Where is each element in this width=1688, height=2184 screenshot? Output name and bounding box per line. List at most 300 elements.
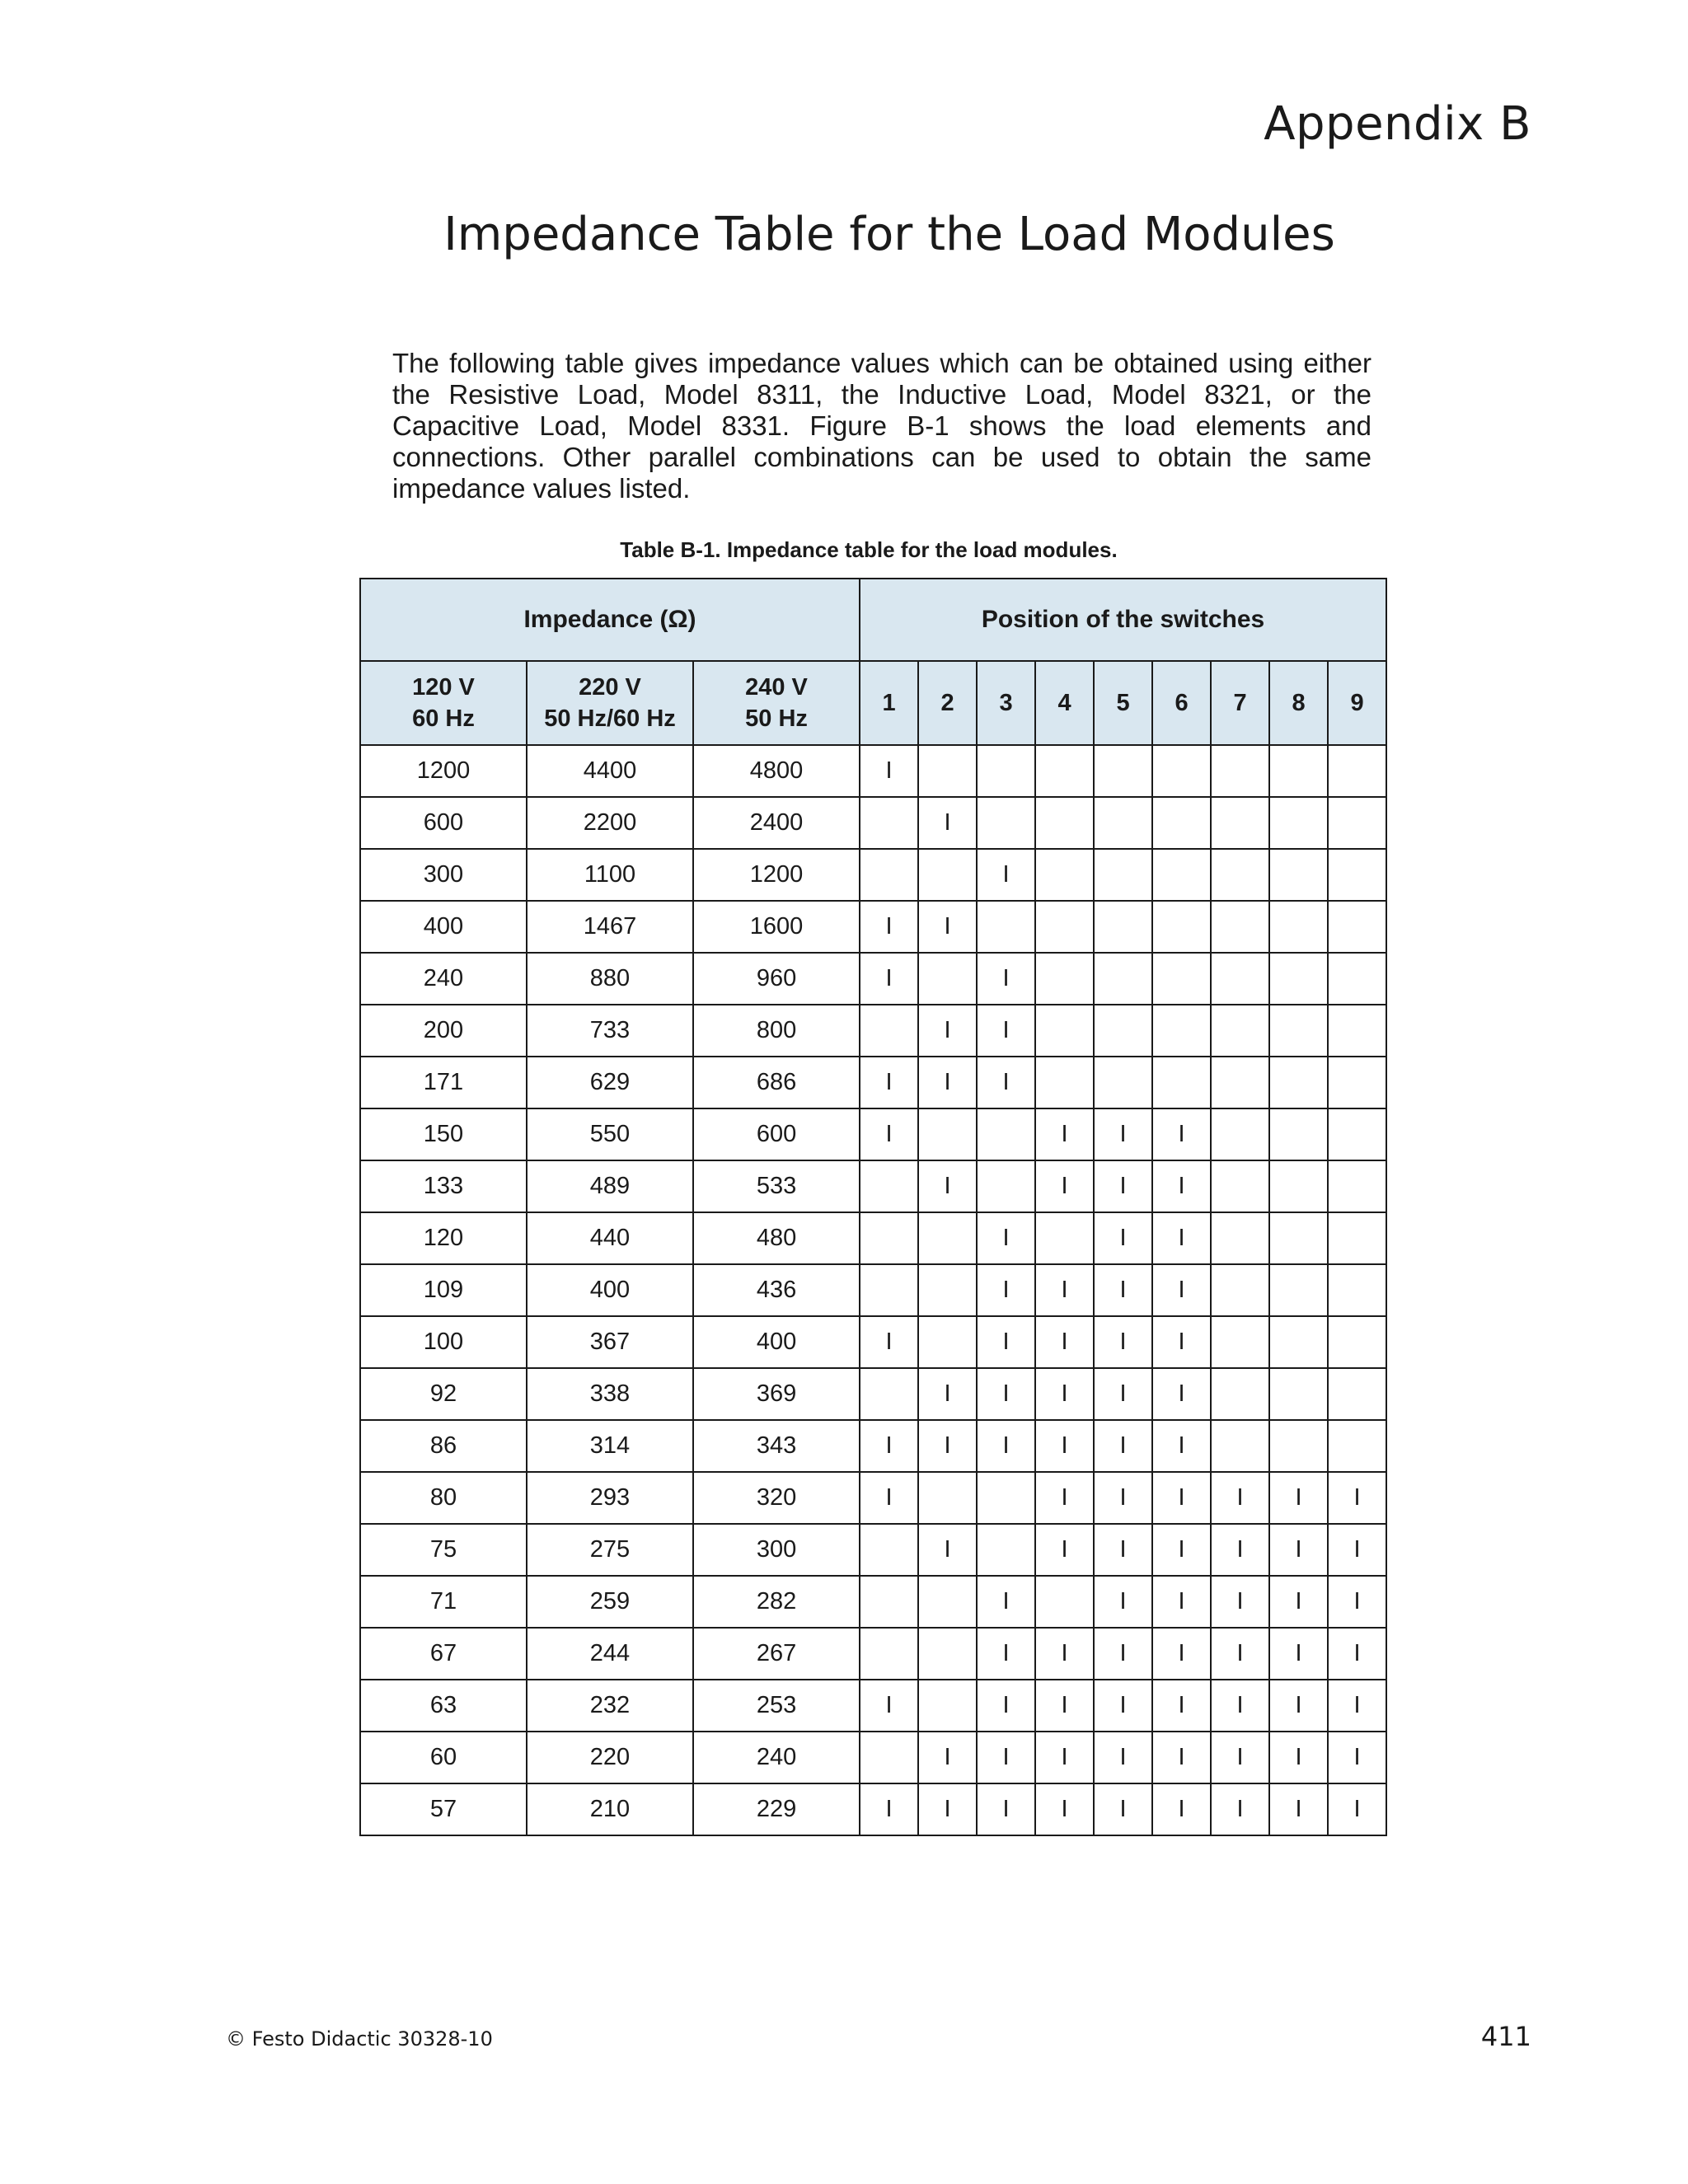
switch-7-cell: I xyxy=(1211,1732,1269,1783)
impedance-240v-cell: 369 xyxy=(693,1368,860,1420)
switch-7-cell xyxy=(1211,1212,1269,1264)
switch-2-cell: I xyxy=(918,1524,977,1576)
impedance-240v-cell: 400 xyxy=(693,1316,860,1368)
impedance-120v-cell: 71 xyxy=(360,1576,527,1628)
switch-9-cell xyxy=(1328,797,1386,849)
switch-2-cell xyxy=(918,1316,977,1368)
switch-4-cell: I xyxy=(1035,1420,1094,1472)
frequency-label: 50 Hz/60 Hz xyxy=(544,705,676,732)
switch-1-cell xyxy=(860,1732,918,1783)
switch-6-cell xyxy=(1152,953,1211,1005)
switch-9-cell xyxy=(1328,745,1386,797)
switch-9-cell: I xyxy=(1328,1576,1386,1628)
switch-3-cell: I xyxy=(977,1420,1035,1472)
switch-4-cell: I xyxy=(1035,1316,1094,1368)
switch-8-cell xyxy=(1269,1316,1328,1368)
impedance-240v-cell: 282 xyxy=(693,1576,860,1628)
switch-8-cell xyxy=(1269,745,1328,797)
impedance-220v-cell: 220 xyxy=(527,1732,693,1783)
switch-4-cell: I xyxy=(1035,1524,1094,1576)
switch-6-cell: I xyxy=(1152,1264,1211,1316)
switch-1-cell xyxy=(860,797,918,849)
switch-8-cell: I xyxy=(1269,1628,1328,1680)
impedance-240v-cell: 600 xyxy=(693,1108,860,1160)
switch-1-cell xyxy=(860,1212,918,1264)
switch-8-cell: I xyxy=(1269,1576,1328,1628)
voltage-label: 240 V xyxy=(745,674,808,701)
switch-3-cell: I xyxy=(977,1368,1035,1420)
switch-2-cell: I xyxy=(918,1732,977,1783)
switch-8-cell: I xyxy=(1269,1783,1328,1835)
switch-1-cell xyxy=(860,1005,918,1057)
switch-3-cell: I xyxy=(977,1057,1035,1108)
switch-3-cell: I xyxy=(977,1680,1035,1732)
impedance-240v-cell: 4800 xyxy=(693,745,860,797)
switch-9-cell: I xyxy=(1328,1524,1386,1576)
table-row xyxy=(360,745,1386,797)
switch-6-cell: I xyxy=(1152,1576,1211,1628)
switch-5-cell: I xyxy=(1094,1732,1152,1783)
switch-1-cell: I xyxy=(860,1316,918,1368)
impedance-240v-cell: 686 xyxy=(693,1057,860,1108)
switch-5-cell xyxy=(1094,1057,1152,1108)
switch-2-cell: I xyxy=(918,1057,977,1108)
switch-2-cell: I xyxy=(918,901,977,953)
switch-8-cell xyxy=(1269,1108,1328,1160)
switch-4-cell: I xyxy=(1035,1628,1094,1680)
switch-4-cell xyxy=(1035,1212,1094,1264)
switch-8-cell xyxy=(1269,901,1328,953)
switch-2-cell xyxy=(918,1264,977,1316)
switch-header-6: 6 xyxy=(1152,661,1211,745)
switch-9-cell xyxy=(1328,1316,1386,1368)
switch-4-cell xyxy=(1035,1057,1094,1108)
switch-2-cell xyxy=(918,1628,977,1680)
switch-7-cell: I xyxy=(1211,1524,1269,1576)
switch-6-cell: I xyxy=(1152,1472,1211,1524)
impedance-220v-cell: 2200 xyxy=(527,797,693,849)
switch-1-cell: I xyxy=(860,1783,918,1835)
switch-6-cell: I xyxy=(1152,1316,1211,1368)
switch-8-cell: I xyxy=(1269,1680,1328,1732)
impedance-220v-cell: 733 xyxy=(527,1005,693,1057)
impedance-group-header: Impedance (Ω) xyxy=(360,579,860,661)
impedance-120v-cell: 63 xyxy=(360,1680,527,1732)
impedance-220v-cell: 314 xyxy=(527,1420,693,1472)
switch-6-cell: I xyxy=(1152,1108,1211,1160)
switch-1-cell xyxy=(860,1368,918,1420)
switch-1-cell: I xyxy=(860,1472,918,1524)
switch-1-cell xyxy=(860,1576,918,1628)
frequency-label: 60 Hz xyxy=(412,705,475,732)
switch-7-cell: I xyxy=(1211,1628,1269,1680)
impedance-120v-cell: 100 xyxy=(360,1316,527,1368)
table-caption: Table B-1. Impedance table for the load modules. xyxy=(620,537,1118,562)
table-row xyxy=(360,1524,1386,1576)
switch-3-cell: I xyxy=(977,1732,1035,1783)
switch-1-cell: I xyxy=(860,901,918,953)
impedance-220v-cell: 400 xyxy=(527,1264,693,1316)
voltage-label: 220 V xyxy=(579,674,641,701)
table-row xyxy=(360,1368,1386,1420)
switch-header-4: 4 xyxy=(1035,661,1094,745)
switch-3-cell xyxy=(977,1160,1035,1212)
switch-1-cell: I xyxy=(860,953,918,1005)
impedance-220v-cell: 1100 xyxy=(527,849,693,901)
switch-6-cell: I xyxy=(1152,1420,1211,1472)
switch-7-cell xyxy=(1211,1160,1269,1212)
impedance-240v-cell: 229 xyxy=(693,1783,860,1835)
impedance-220v-cell: 880 xyxy=(527,953,693,1005)
impedance-120v-cell: 109 xyxy=(360,1264,527,1316)
switch-3-cell xyxy=(977,1524,1035,1576)
intro-paragraph: The following table gives impedance values which can be obtained using either the Resistive Load, Model 8311, the Inductive Load, Model 8321, or the Capacitive Load, Model 8331. Figure B-1 shows the load elements and connections. Other parallel combinations can be used to obtain the same impedance values listed. xyxy=(392,348,1372,504)
switch-header-3: 3 xyxy=(977,661,1035,745)
impedance-120v-cell: 300 xyxy=(360,849,527,901)
switch-7-cell xyxy=(1211,1368,1269,1420)
impedance-120v-cell: 92 xyxy=(360,1368,527,1420)
table-row xyxy=(360,849,1386,901)
table-subheader-row xyxy=(360,661,1386,745)
switch-7-cell: I xyxy=(1211,1783,1269,1835)
table-row xyxy=(360,1783,1386,1835)
impedance-220v-cell: 367 xyxy=(527,1316,693,1368)
switch-header-2: 2 xyxy=(918,661,977,745)
impedance-240v-cell: 343 xyxy=(693,1420,860,1472)
switch-1-cell: I xyxy=(860,1108,918,1160)
switch-6-cell: I xyxy=(1152,1212,1211,1264)
impedance-240v-cell: 253 xyxy=(693,1680,860,1732)
switch-5-cell xyxy=(1094,1005,1152,1057)
switch-7-cell: I xyxy=(1211,1472,1269,1524)
switch-7-cell: I xyxy=(1211,1576,1269,1628)
switch-2-cell xyxy=(918,849,977,901)
table-row xyxy=(360,1316,1386,1368)
impedance-120v-cell: 75 xyxy=(360,1524,527,1576)
frequency-label: 50 Hz xyxy=(745,705,808,732)
switch-9-cell xyxy=(1328,1160,1386,1212)
switch-3-cell xyxy=(977,745,1035,797)
switch-5-cell: I xyxy=(1094,1628,1152,1680)
switch-2-cell: I xyxy=(918,1160,977,1212)
switch-8-cell xyxy=(1269,1160,1328,1212)
switch-header-5: 5 xyxy=(1094,661,1152,745)
switch-3-cell: I xyxy=(977,1316,1035,1368)
impedance-120v-cell: 150 xyxy=(360,1108,527,1160)
switch-9-cell xyxy=(1328,849,1386,901)
switch-4-cell xyxy=(1035,745,1094,797)
switch-1-cell: I xyxy=(860,745,918,797)
table-row xyxy=(360,1576,1386,1628)
table-row xyxy=(360,1212,1386,1264)
switch-8-cell: I xyxy=(1269,1732,1328,1783)
switch-9-cell: I xyxy=(1328,1732,1386,1783)
impedance-240v-cell: 960 xyxy=(693,953,860,1005)
voltage-label: 120 V xyxy=(412,674,475,701)
switch-1-cell xyxy=(860,849,918,901)
switch-4-cell xyxy=(1035,953,1094,1005)
impedance-220v-cell: 338 xyxy=(527,1368,693,1420)
switch-6-cell xyxy=(1152,797,1211,849)
impedance-120v-cell: 120 xyxy=(360,1212,527,1264)
impedance-240v-cell: 2400 xyxy=(693,797,860,849)
table-row xyxy=(360,1005,1386,1057)
table-row xyxy=(360,953,1386,1005)
switch-7-cell xyxy=(1211,1057,1269,1108)
switch-8-cell: I xyxy=(1269,1472,1328,1524)
impedance-120v-cell: 80 xyxy=(360,1472,527,1524)
switch-1-cell xyxy=(860,1160,918,1212)
switch-2-cell: I xyxy=(918,1005,977,1057)
impedance-240v-cell: 300 xyxy=(693,1524,860,1576)
switch-2-cell: I xyxy=(918,1368,977,1420)
impedance-120v-cell: 133 xyxy=(360,1160,527,1212)
impedance-220v-cell: 489 xyxy=(527,1160,693,1212)
switch-3-cell: I xyxy=(977,1264,1035,1316)
switch-4-cell: I xyxy=(1035,1680,1094,1732)
switch-6-cell xyxy=(1152,745,1211,797)
switch-8-cell xyxy=(1269,1005,1328,1057)
table-row xyxy=(360,1732,1386,1783)
impedance-240v-cell: 1200 xyxy=(693,849,860,901)
switch-5-cell xyxy=(1094,953,1152,1005)
voltage-header-220 xyxy=(527,661,693,745)
impedance-120v-cell: 57 xyxy=(360,1783,527,1835)
impedance-220v-cell: 4400 xyxy=(527,745,693,797)
table-row xyxy=(360,1628,1386,1680)
switch-5-cell: I xyxy=(1094,1212,1152,1264)
impedance-240v-cell: 240 xyxy=(693,1732,860,1783)
switch-5-cell: I xyxy=(1094,1576,1152,1628)
switch-3-cell xyxy=(977,1108,1035,1160)
switch-9-cell: I xyxy=(1328,1628,1386,1680)
switch-6-cell xyxy=(1152,1005,1211,1057)
switch-2-cell xyxy=(918,1576,977,1628)
switch-3-cell xyxy=(977,1472,1035,1524)
switch-8-cell xyxy=(1269,1264,1328,1316)
switch-3-cell: I xyxy=(977,953,1035,1005)
switch-5-cell: I xyxy=(1094,1160,1152,1212)
switch-2-cell xyxy=(918,953,977,1005)
switch-7-cell xyxy=(1211,1005,1269,1057)
switch-4-cell: I xyxy=(1035,1368,1094,1420)
voltage-header-120 xyxy=(360,661,527,745)
table-row xyxy=(360,1057,1386,1108)
switch-8-cell: I xyxy=(1269,1524,1328,1576)
switch-header-7: 7 xyxy=(1211,661,1269,745)
switch-9-cell xyxy=(1328,953,1386,1005)
table-row xyxy=(360,1420,1386,1472)
switch-6-cell xyxy=(1152,901,1211,953)
switch-7-cell xyxy=(1211,797,1269,849)
switch-5-cell: I xyxy=(1094,1680,1152,1732)
switch-9-cell xyxy=(1328,1368,1386,1420)
switch-9-cell xyxy=(1328,1264,1386,1316)
switch-1-cell: I xyxy=(860,1680,918,1732)
impedance-120v-cell: 1200 xyxy=(360,745,527,797)
switch-8-cell xyxy=(1269,1368,1328,1420)
switch-8-cell xyxy=(1269,1057,1328,1108)
switch-8-cell xyxy=(1269,797,1328,849)
switch-2-cell xyxy=(918,1680,977,1732)
table-row xyxy=(360,1264,1386,1316)
switch-9-cell xyxy=(1328,1005,1386,1057)
switch-4-cell: I xyxy=(1035,1732,1094,1783)
switch-5-cell: I xyxy=(1094,1783,1152,1835)
switch-2-cell xyxy=(918,1108,977,1160)
switch-1-cell xyxy=(860,1264,918,1316)
switch-header-9: 9 xyxy=(1328,661,1386,745)
switch-3-cell: I xyxy=(977,1005,1035,1057)
impedance-220v-cell: 1467 xyxy=(527,901,693,953)
switch-5-cell: I xyxy=(1094,1420,1152,1472)
switch-7-cell xyxy=(1211,849,1269,901)
switch-6-cell: I xyxy=(1152,1732,1211,1783)
switch-2-cell: I xyxy=(918,1783,977,1835)
switch-3-cell: I xyxy=(977,1783,1035,1835)
impedance-220v-cell: 210 xyxy=(527,1783,693,1835)
switch-2-cell: I xyxy=(918,797,977,849)
switch-4-cell xyxy=(1035,797,1094,849)
switch-9-cell: I xyxy=(1328,1680,1386,1732)
table-row xyxy=(360,797,1386,849)
switch-4-cell xyxy=(1035,1576,1094,1628)
switch-5-cell xyxy=(1094,797,1152,849)
switch-3-cell xyxy=(977,797,1035,849)
switch-6-cell: I xyxy=(1152,1368,1211,1420)
switch-9-cell xyxy=(1328,1212,1386,1264)
impedance-220v-cell: 275 xyxy=(527,1524,693,1576)
impedance-220v-cell: 259 xyxy=(527,1576,693,1628)
switch-7-cell xyxy=(1211,745,1269,797)
impedance-220v-cell: 232 xyxy=(527,1680,693,1732)
switch-3-cell xyxy=(977,901,1035,953)
switch-9-cell: I xyxy=(1328,1472,1386,1524)
switch-4-cell: I xyxy=(1035,1108,1094,1160)
switch-9-cell xyxy=(1328,1420,1386,1472)
page-number: 411 xyxy=(1480,2021,1531,2052)
switch-7-cell xyxy=(1211,953,1269,1005)
table-row xyxy=(360,1680,1386,1732)
switch-6-cell: I xyxy=(1152,1628,1211,1680)
switch-2-cell xyxy=(918,1472,977,1524)
switch-5-cell: I xyxy=(1094,1472,1152,1524)
impedance-220v-cell: 293 xyxy=(527,1472,693,1524)
appendix-label: Appendix B xyxy=(1264,97,1531,151)
switch-7-cell xyxy=(1211,1264,1269,1316)
switch-9-cell: I xyxy=(1328,1783,1386,1835)
switch-1-cell xyxy=(860,1628,918,1680)
impedance-120v-cell: 600 xyxy=(360,797,527,849)
switch-header-1: 1 xyxy=(860,661,918,745)
table-row xyxy=(360,1108,1386,1160)
impedance-240v-cell: 320 xyxy=(693,1472,860,1524)
switch-8-cell xyxy=(1269,1420,1328,1472)
switch-7-cell xyxy=(1211,901,1269,953)
impedance-120v-cell: 240 xyxy=(360,953,527,1005)
page-title: Impedance Table for the Load Modules xyxy=(443,208,1335,261)
table-row xyxy=(360,1160,1386,1212)
impedance-120v-cell: 60 xyxy=(360,1732,527,1783)
switch-5-cell: I xyxy=(1094,1524,1152,1576)
switch-1-cell: I xyxy=(860,1420,918,1472)
switch-4-cell: I xyxy=(1035,1783,1094,1835)
switch-9-cell xyxy=(1328,1057,1386,1108)
switch-3-cell: I xyxy=(977,1576,1035,1628)
switch-5-cell xyxy=(1094,901,1152,953)
switch-5-cell xyxy=(1094,745,1152,797)
impedance-120v-cell: 171 xyxy=(360,1057,527,1108)
switch-6-cell: I xyxy=(1152,1680,1211,1732)
impedance-220v-cell: 550 xyxy=(527,1108,693,1160)
table-body xyxy=(360,745,1386,1835)
impedance-table xyxy=(359,578,1387,1836)
switches-group-header: Position of the switches xyxy=(860,579,1386,661)
switch-4-cell xyxy=(1035,849,1094,901)
switch-5-cell: I xyxy=(1094,1316,1152,1368)
switch-3-cell: I xyxy=(977,849,1035,901)
switch-6-cell: I xyxy=(1152,1783,1211,1835)
table-row xyxy=(360,1472,1386,1524)
switch-5-cell: I xyxy=(1094,1264,1152,1316)
switch-5-cell xyxy=(1094,849,1152,901)
switch-4-cell: I xyxy=(1035,1264,1094,1316)
table-group-header-row xyxy=(360,579,1386,661)
switch-1-cell: I xyxy=(860,1057,918,1108)
impedance-120v-cell: 67 xyxy=(360,1628,527,1680)
switch-2-cell xyxy=(918,745,977,797)
switch-4-cell: I xyxy=(1035,1472,1094,1524)
switch-4-cell xyxy=(1035,1005,1094,1057)
impedance-220v-cell: 629 xyxy=(527,1057,693,1108)
impedance-120v-cell: 400 xyxy=(360,901,527,953)
switch-7-cell: I xyxy=(1211,1680,1269,1732)
switch-2-cell xyxy=(918,1212,977,1264)
impedance-120v-cell: 200 xyxy=(360,1005,527,1057)
switch-7-cell xyxy=(1211,1316,1269,1368)
switch-5-cell: I xyxy=(1094,1368,1152,1420)
switch-9-cell xyxy=(1328,901,1386,953)
footer-copyright: © Festo Didactic 30328-10 xyxy=(226,2027,493,2050)
impedance-220v-cell: 244 xyxy=(527,1628,693,1680)
switch-6-cell xyxy=(1152,1057,1211,1108)
switch-6-cell xyxy=(1152,849,1211,901)
impedance-240v-cell: 267 xyxy=(693,1628,860,1680)
switch-3-cell: I xyxy=(977,1628,1035,1680)
switch-6-cell: I xyxy=(1152,1524,1211,1576)
switch-4-cell xyxy=(1035,901,1094,953)
switch-7-cell xyxy=(1211,1420,1269,1472)
switch-9-cell xyxy=(1328,1108,1386,1160)
impedance-240v-cell: 800 xyxy=(693,1005,860,1057)
table-row xyxy=(360,901,1386,953)
impedance-220v-cell: 440 xyxy=(527,1212,693,1264)
impedance-240v-cell: 480 xyxy=(693,1212,860,1264)
switch-6-cell: I xyxy=(1152,1160,1211,1212)
impedance-240v-cell: 1600 xyxy=(693,901,860,953)
voltage-header-240 xyxy=(693,661,860,745)
switch-8-cell xyxy=(1269,953,1328,1005)
switch-2-cell: I xyxy=(918,1420,977,1472)
switch-4-cell: I xyxy=(1035,1160,1094,1212)
impedance-120v-cell: 86 xyxy=(360,1420,527,1472)
impedance-240v-cell: 436 xyxy=(693,1264,860,1316)
switch-7-cell xyxy=(1211,1108,1269,1160)
switch-8-cell xyxy=(1269,849,1328,901)
switch-8-cell xyxy=(1269,1212,1328,1264)
switch-1-cell xyxy=(860,1524,918,1576)
impedance-240v-cell: 533 xyxy=(693,1160,860,1212)
